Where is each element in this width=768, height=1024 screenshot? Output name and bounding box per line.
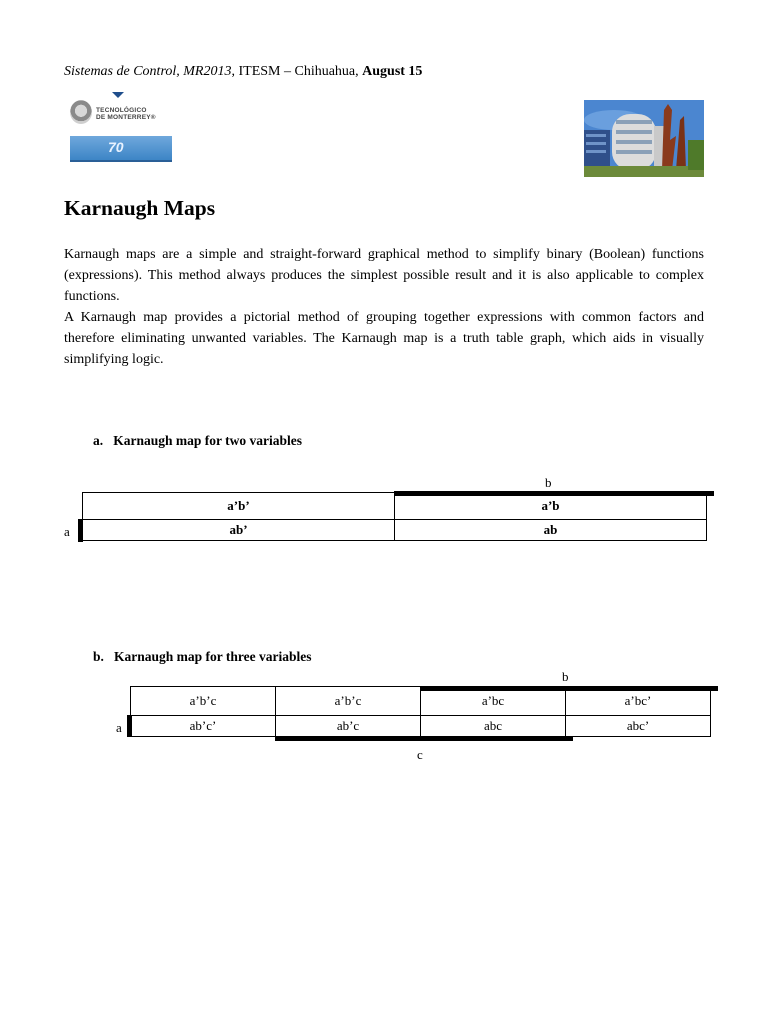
- document-header: [64, 64, 422, 80]
- kmap2-var-b-label: b: [545, 475, 552, 490]
- kmap-two-variables: [82, 492, 707, 541]
- section-a-heading: [93, 433, 302, 449]
- logo-seal-icon: [70, 100, 92, 124]
- table-row: [83, 520, 707, 541]
- kmap3-var-c-label: c: [417, 747, 423, 762]
- section-a-title: Karnaugh map for two variables: [113, 433, 303, 448]
- tec-monterrey-logo: [68, 92, 172, 166]
- kmap3-cell: abc’: [566, 716, 711, 737]
- header-separator: ,: [231, 64, 239, 79]
- table-row: [83, 493, 707, 520]
- logo-line-1: TECNOLÓGICO: [96, 107, 147, 114]
- logo-line-2: DE MONTERREY®: [96, 114, 156, 121]
- header-date: August 15: [362, 64, 423, 79]
- kmap2-cell: a’b: [395, 493, 707, 520]
- kmap3-var-a-label: a: [116, 720, 122, 735]
- section-b-heading: [93, 649, 312, 665]
- intro-paragraph-1: Karnaugh maps are a simple and straight-forward graphical method to simplify binary (Boolean) functions (expressions). This method always produces the simplest possible result and it is also applicable to complex functions.: [64, 247, 704, 304]
- kmap3-cell: a’bc’: [566, 687, 711, 716]
- kmap2-cell: ab’: [83, 520, 395, 541]
- intro-text: [64, 244, 704, 370]
- table-row: [131, 716, 711, 737]
- section-b-number: b.: [93, 649, 104, 664]
- kmap-three-variables: [130, 686, 711, 737]
- table-row: [131, 687, 711, 716]
- kmap3-cell: a’bc: [421, 687, 566, 716]
- section-b-title: Karnaugh map for three variables: [114, 649, 312, 664]
- page-title: Karnaugh Maps: [64, 196, 216, 220]
- kmap3-cell: a’b’c: [276, 687, 421, 716]
- logo-wordmark: [96, 107, 156, 121]
- logo-anniversary-band: [70, 136, 172, 162]
- institution-name: ITESM – Chihuahua,: [238, 64, 363, 79]
- kmap2-cell: ab: [395, 520, 707, 541]
- kmap3-cell: ab’c’: [131, 716, 276, 737]
- kmap2-cell: a’b’: [83, 493, 395, 520]
- logo-triangle-icon: [112, 92, 124, 98]
- kmap3-cell: abc: [421, 716, 566, 737]
- course-name: Sistemas de Control, MR2013: [64, 64, 232, 79]
- kmap3-cell: ab’c: [276, 716, 421, 737]
- kmap2-var-a-label: a: [64, 524, 70, 539]
- kmap3-cell: a’b’c: [131, 687, 276, 716]
- intro-paragraph-2: A Karnaugh map provides a pictorial method of grouping together expressions with common factors and therefore eliminating unwanted variables. The Karnaugh map is a truth table graph, which aids in visually simplifying logic.: [64, 310, 704, 367]
- section-a-number: a.: [93, 433, 104, 448]
- campus-building-image: [584, 100, 704, 177]
- campus-photo: [584, 100, 704, 177]
- logo-anniversary-number: 70: [108, 139, 124, 155]
- kmap3-var-b-label: b: [562, 669, 569, 684]
